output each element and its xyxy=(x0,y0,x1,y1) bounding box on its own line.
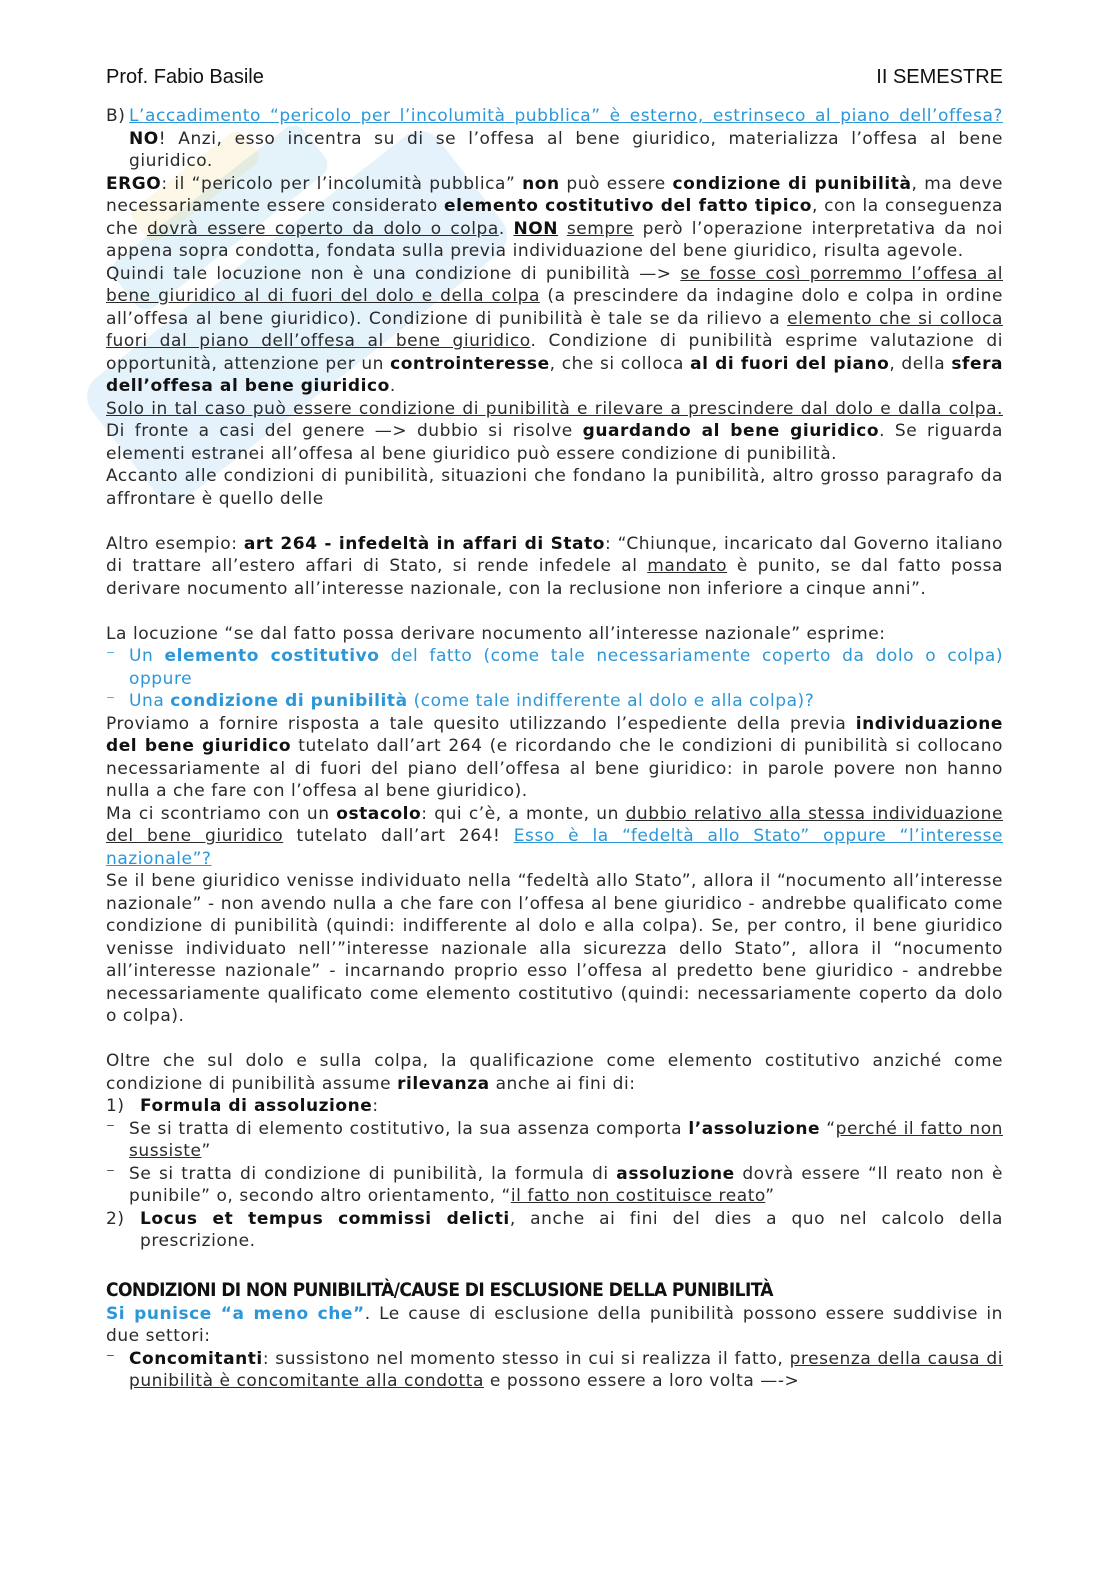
text: , della xyxy=(889,353,952,374)
text: . Condizione di punibilità esprime valutazione di opportunità, attenzione per un xyxy=(106,331,1003,374)
text: tutelato dall’art 264 (e ricordando che le condizioni di punibilità si collocano necessariamente al di fuori del piano dell’offesa al bene giuridico: in parole povere non hanno nulla a che fare con l’offesa al bene giuridico). xyxy=(106,736,1004,801)
text: Di fronte a casi del genere —> dubbio si risolve xyxy=(106,421,583,441)
text: : il “pericolo per l’incolumità pubblica” xyxy=(161,173,523,194)
text: anche ai fini di: xyxy=(489,1073,636,1094)
bold-text: guardando al bene giuridico xyxy=(582,421,880,441)
bold-text: rilevanza xyxy=(397,1073,490,1094)
text: Una xyxy=(129,691,171,711)
document-body xyxy=(106,105,1003,1393)
page-header xyxy=(106,66,1003,96)
list-item xyxy=(106,1118,1003,1163)
highlighted-question: Esso è la “fedeltà allo Stato” oppure “l’interesse nazionale”? xyxy=(106,826,1003,869)
bullet: ⁻ xyxy=(106,646,116,666)
underlined-text: presenza della causa di punibilità è concomitante alla condotta xyxy=(129,1348,1003,1391)
numbered-item xyxy=(106,1095,1003,1118)
text: del fatto (come tale necessariamente coperto da dolo o colpa) oppure xyxy=(129,646,1004,689)
list-number: 2) xyxy=(106,1208,125,1229)
list-item xyxy=(106,690,1003,713)
bold-text: condizione di punibilità xyxy=(672,173,912,194)
text: Un xyxy=(129,646,165,666)
text: , ma deve necessariamente essere considerato xyxy=(106,173,1004,216)
bold-text: art 264 - infedeltà in affari di Stato xyxy=(243,533,605,554)
text: : qui c’è, a monte, un xyxy=(421,803,626,824)
bullet: ⁻ xyxy=(106,1348,116,1369)
bullet: ⁻ xyxy=(106,1163,116,1184)
list-marker: B) xyxy=(106,106,126,126)
header-author: Prof. Fabio Basile xyxy=(106,66,264,88)
text: , con la conseguenza che xyxy=(106,196,1003,239)
text: : “Chiunque, incaricato dal Governo italiano di trattare all’estero affari di Stato, si rende infedele al xyxy=(106,533,1003,576)
paragraph-se-bene: Se il bene giuridico venisse individuato nella “fedeltà allo Stato”, allora il “nocumento all’interesse nazionale” - non avendo nulla a che fare con l’offesa al bene giuridico - andrebbe qualificato come condizione di punibilità (quindi: indifferente al dolo e alla colpa). Se, per contro, il bene giuridico venisse individuato nell’”interesse nazionale alla sicurezza dello Stato”, allora il “nocumento all’interesse nazionale” - incarnando proprio esso l’offesa al predetto bene giuridico - andrebbe necessariamente qualificato come elemento costitutivo (quindi: necessariamente coperto da dolo o colpa). xyxy=(106,871,1003,1026)
bold-text: elemento costitutivo xyxy=(164,646,380,666)
paragraph-proviamo xyxy=(106,713,1003,803)
bold-text: assoluzione xyxy=(616,1163,735,1184)
underlined-text: Solo in tal caso può essere condizione di punibilità e rilevare a prescindere dal dolo e dalla colpa. xyxy=(106,398,1003,419)
text: Altro esempio: xyxy=(106,533,244,554)
paragraph-ostacolo xyxy=(106,803,1003,871)
list-item xyxy=(106,1348,1003,1393)
paragraph-ergo xyxy=(106,173,1003,263)
underlined-text: dovrà essere coperto da dolo o colpa xyxy=(146,218,499,239)
text: “ xyxy=(820,1118,836,1139)
list-number: 1) xyxy=(106,1096,125,1116)
text: , anche ai fini del dies a quo nel calcolo della prescrizione. xyxy=(140,1208,1003,1251)
highlighted-question: L’accadimento “pericolo per l’incolumità pubblica” è esterno, estrinseco al piano dell’offesa? xyxy=(129,106,1003,126)
bold-text: ERGO xyxy=(106,173,162,194)
underlined-text: il fatto non costituisce reato xyxy=(510,1186,766,1206)
text: Quindi tale locuzione non è una condizione di punibilità —> xyxy=(106,263,681,284)
text: è punito, se dal fatto possa derivare nocumento all’interesse nazionale, con la reclusione non inferiore a cinque anni”. xyxy=(106,556,1003,599)
underlined-text: mandato xyxy=(647,556,728,576)
bold-text: l’assoluzione xyxy=(688,1118,821,1139)
bold-text: controinteresse xyxy=(390,353,550,374)
underlined-text: se fosse così porremmo l’offesa al bene giuridico al di fuori del dolo e della colpa xyxy=(106,263,1003,306)
bold-text: elemento costitutivo del fatto tipico xyxy=(444,196,812,216)
text: e possono essere a loro volta —-> xyxy=(483,1371,800,1391)
underlined-text: sempre xyxy=(566,218,634,239)
list-item xyxy=(106,1163,1003,1208)
section-heading: CONDIZIONI DI NON PUNIBILITÀ/CAUSE DI ESCLUSIONE DELLA PUNIBILITÀ xyxy=(106,1278,773,1301)
paragraph-art264 xyxy=(106,533,1003,601)
underlined-text: dubbio relativo alla stessa individuazione del bene giuridico xyxy=(106,803,1003,846)
text xyxy=(558,219,567,239)
numbered-item xyxy=(106,1208,1003,1253)
bold-text: al di fuori del piano xyxy=(690,353,890,374)
text: Proviamo a fornire risposta a tale quesito utilizzando l’espediente della previa xyxy=(106,713,856,734)
bold-text: ostacolo xyxy=(336,803,422,824)
paragraph-accanto: Accanto alle condizioni di punibilità, situazioni che fondano la punibilità, altro grosso paragrafo da affrontare è quello delle xyxy=(106,466,1003,509)
text: . Le cause di esclusione della punibilità possono essere suddivise in due settori: xyxy=(106,1303,1004,1346)
text: può essere xyxy=(559,173,673,194)
list-item xyxy=(106,645,1003,690)
paragraph-si-punisce xyxy=(106,1303,1003,1348)
text: Ma ci scontriamo con un xyxy=(106,803,337,824)
bold-text: sfera dell’offesa al bene giuridico xyxy=(106,353,1004,396)
paragraph-b xyxy=(106,105,1003,173)
text: ! Anzi, esso incentra su di se l’offesa al bene giuridico, materializza l’offesa al bene giuridico. xyxy=(129,128,1003,171)
bold-text: NON xyxy=(513,218,559,239)
paragraph-locuzione: La locuzione “se dal fatto possa derivare nocumento all’interesse nazionale” esprime: xyxy=(106,623,886,644)
text: dovrà essere “Il reato non è punibile” o, secondo altro orientamento, “ xyxy=(129,1163,1003,1206)
bold-text: condizione di punibilità xyxy=(170,691,408,711)
text: . xyxy=(389,376,396,396)
text: . xyxy=(498,218,514,239)
text: . Se riguarda elementi estranei all’offesa al bene giuridico può essere condizione di punibilità. xyxy=(106,421,1003,464)
bold-text: Locus et tempus commissi delicti xyxy=(140,1208,510,1229)
text: : xyxy=(372,1096,379,1116)
underlined-text: perché il fatto non sussiste xyxy=(129,1118,1003,1161)
bullet: ⁻ xyxy=(106,691,116,711)
bold-text: individuazione del bene giuridico xyxy=(106,713,1003,756)
bold-text: non xyxy=(522,173,560,194)
paragraph-solo xyxy=(106,398,1003,466)
paragraph-quindi xyxy=(106,263,1003,398)
text: però l’operazione interpretativa da noi appena sopra condotta, fondata sulla previa individuazione del bene giuridico, risulta agevole. xyxy=(106,218,1003,261)
text: tutelato dall’art 264! xyxy=(283,826,514,846)
text: : sussistono nel momento stesso in cui si realizza il fatto, xyxy=(262,1348,790,1369)
underlined-text: elemento che si colloca fuori dal piano dell’offesa al bene giuridico xyxy=(106,308,1003,351)
text: ” xyxy=(765,1186,775,1206)
text: , che si colloca xyxy=(549,353,691,374)
text: Oltre che sul dolo e sulla colpa, la qualificazione come elemento costitutivo anziché come condizione di punibilità assume xyxy=(106,1051,1003,1094)
bullet: ⁻ xyxy=(106,1118,116,1139)
text: Se si tratta di elemento costitutivo, la sua assenza comporta xyxy=(129,1118,689,1139)
bold-text: Concomitanti xyxy=(129,1348,263,1369)
text: (a prescindere da indagine dolo e colpa in ordine all’offesa al bene giuridico). Condizione di punibilità è tale se da rilievo a xyxy=(106,286,1003,329)
bold-text: NO xyxy=(129,128,159,149)
text: ” xyxy=(201,1141,211,1161)
paragraph-oltre xyxy=(106,1050,1003,1095)
bold-text: Si punisce “a meno che” xyxy=(106,1303,365,1324)
header-semester: II SEMESTRE xyxy=(876,66,1003,88)
bold-text: Formula di assoluzione xyxy=(140,1096,373,1116)
text: (come tale indifferente al dolo e alla colpa)? xyxy=(407,691,815,711)
text: Se si tratta di condizione di punibilità, la formula di xyxy=(129,1163,617,1184)
